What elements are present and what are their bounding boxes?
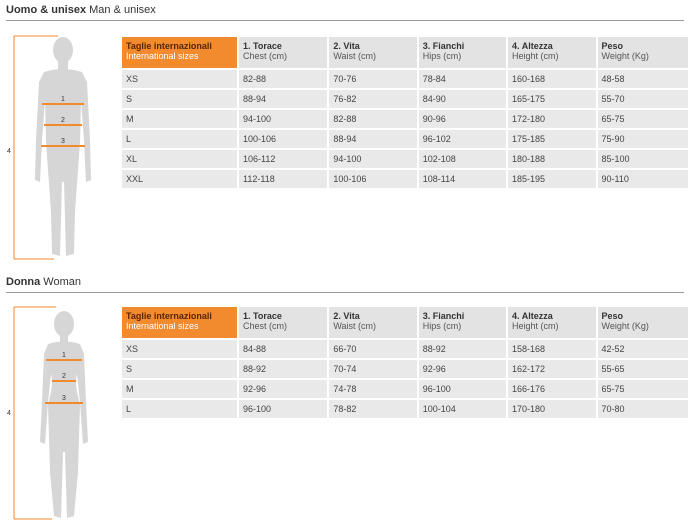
table-row: [122, 150, 690, 170]
size-cell: M: [122, 380, 239, 400]
hips-cell: 90-96: [419, 110, 508, 130]
chest-cell: 94-100: [239, 110, 329, 130]
height-cell: 185-195: [508, 170, 598, 190]
weight-cell: 90-110: [598, 170, 690, 190]
men-header-waist: 2. Vita Waist (cm): [329, 37, 418, 70]
table-row: [122, 90, 690, 110]
waist-cell: 94-100: [329, 150, 418, 170]
men-header-international: Taglie internazionali International sizes: [122, 37, 239, 70]
table-row: [122, 70, 690, 90]
height-cell: 175-185: [508, 130, 598, 150]
weight-cell: 42-52: [598, 340, 690, 360]
table-row: [122, 130, 690, 150]
size-cell: XS: [122, 70, 239, 90]
hips-cell: 102-108: [419, 150, 508, 170]
hips-cell: 108-114: [419, 170, 508, 190]
waist-cell: 82-88: [329, 110, 418, 130]
waist-cell: 100-106: [329, 170, 418, 190]
hips-cell: 78-84: [419, 70, 508, 90]
height-cell: 162-172: [508, 360, 598, 380]
women-size-table: [122, 307, 690, 420]
waist-cell: 66-70: [329, 340, 418, 360]
height-cell: 165-175: [508, 90, 598, 110]
chest-cell: 88-94: [239, 90, 329, 110]
weight-cell: 55-70: [598, 90, 690, 110]
men-header-weight: Peso Weight (Kg): [598, 37, 690, 70]
man-label-height: 4: [7, 148, 11, 155]
women-header-height: 4. Altezza Height (cm): [508, 307, 598, 340]
hips-cell: 92-96: [419, 360, 508, 380]
women-header-waist: 2. Vita Waist (cm): [329, 307, 418, 340]
women-header-international: Taglie internazionali International sizes: [122, 307, 239, 340]
weight-cell: 48-58: [598, 70, 690, 90]
women-title-rest: Woman: [43, 276, 81, 288]
men-title-rest: Man & unisex: [89, 4, 156, 16]
chest-cell: 96-100: [239, 400, 329, 420]
waist-cell: 76-82: [329, 90, 418, 110]
height-cell: 158-168: [508, 340, 598, 360]
men-header-height: 4. Altezza Height (cm): [508, 37, 598, 70]
table-row: [122, 340, 690, 360]
woman-silhouette: [40, 311, 88, 518]
size-cell: S: [122, 90, 239, 110]
weight-cell: 85-100: [598, 150, 690, 170]
men-section-rule: [6, 20, 684, 21]
table-row: [122, 380, 690, 400]
hips-cell: 84-90: [419, 90, 508, 110]
height-cell: 170-180: [508, 400, 598, 420]
weight-cell: 75-90: [598, 130, 690, 150]
woman-label-waist: 2: [62, 373, 66, 380]
weight-cell: 65-75: [598, 110, 690, 130]
waist-cell: 78-82: [329, 400, 418, 420]
weight-cell: 55-65: [598, 360, 690, 380]
waist-cell: 74-78: [329, 380, 418, 400]
hips-cell: 100-104: [419, 400, 508, 420]
weight-cell: 70-80: [598, 400, 690, 420]
men-header-hips: 3. Fianchi Hips (cm): [419, 37, 508, 70]
men-title-bold: Uomo & unisex: [6, 4, 87, 16]
height-cell: 172-180: [508, 110, 598, 130]
chest-cell: 112-118: [239, 170, 329, 190]
hips-cell: 96-100: [419, 380, 508, 400]
men-body-figure: [4, 32, 104, 267]
chest-cell: 82-88: [239, 70, 329, 90]
size-cell: XL: [122, 150, 239, 170]
table-row: [122, 110, 690, 130]
waist-cell: 88-94: [329, 130, 418, 150]
weight-cell: 65-75: [598, 380, 690, 400]
man-label-waist: 2: [61, 117, 65, 124]
chest-cell: 106-112: [239, 150, 329, 170]
size-cell: M: [122, 110, 239, 130]
size-cell: L: [122, 400, 239, 420]
height-cell: 166-176: [508, 380, 598, 400]
woman-label-chest: 1: [62, 352, 66, 359]
women-table-header-row: [122, 307, 690, 340]
men-header-chest: 1. Torace Chest (cm): [239, 37, 329, 70]
size-cell: XXL: [122, 170, 239, 190]
men-section-title: [6, 4, 156, 16]
table-row: [122, 360, 690, 380]
chest-cell: 100-106: [239, 130, 329, 150]
hips-cell: 88-92: [419, 340, 508, 360]
man-label-hips: 3: [61, 138, 65, 145]
women-header-chest: 1. Torace Chest (cm): [239, 307, 329, 340]
height-cell: 180-188: [508, 150, 598, 170]
chest-cell: 92-96: [239, 380, 329, 400]
table-row: [122, 170, 690, 190]
women-section-rule: [6, 292, 684, 293]
size-cell: S: [122, 360, 239, 380]
women-body-figure: [4, 302, 104, 524]
chest-cell: 84-88: [239, 340, 329, 360]
woman-label-height: 4: [7, 410, 11, 417]
waist-cell: 70-74: [329, 360, 418, 380]
women-title-bold: Donna: [6, 276, 41, 288]
men-table-header-row: [122, 37, 690, 70]
women-header-hips: 3. Fianchi Hips (cm): [419, 307, 508, 340]
size-cell: XS: [122, 340, 239, 360]
hips-cell: 96-102: [419, 130, 508, 150]
height-cell: 160-168: [508, 70, 598, 90]
waist-cell: 70-76: [329, 70, 418, 90]
men-size-table: [122, 37, 690, 190]
chest-cell: 88-92: [239, 360, 329, 380]
women-header-weight: Peso Weight (Kg): [598, 307, 690, 340]
table-row: [122, 400, 690, 420]
women-section-title: [6, 276, 81, 288]
size-cell: L: [122, 130, 239, 150]
man-label-chest: 1: [61, 96, 65, 103]
woman-label-hips: 3: [62, 395, 66, 402]
